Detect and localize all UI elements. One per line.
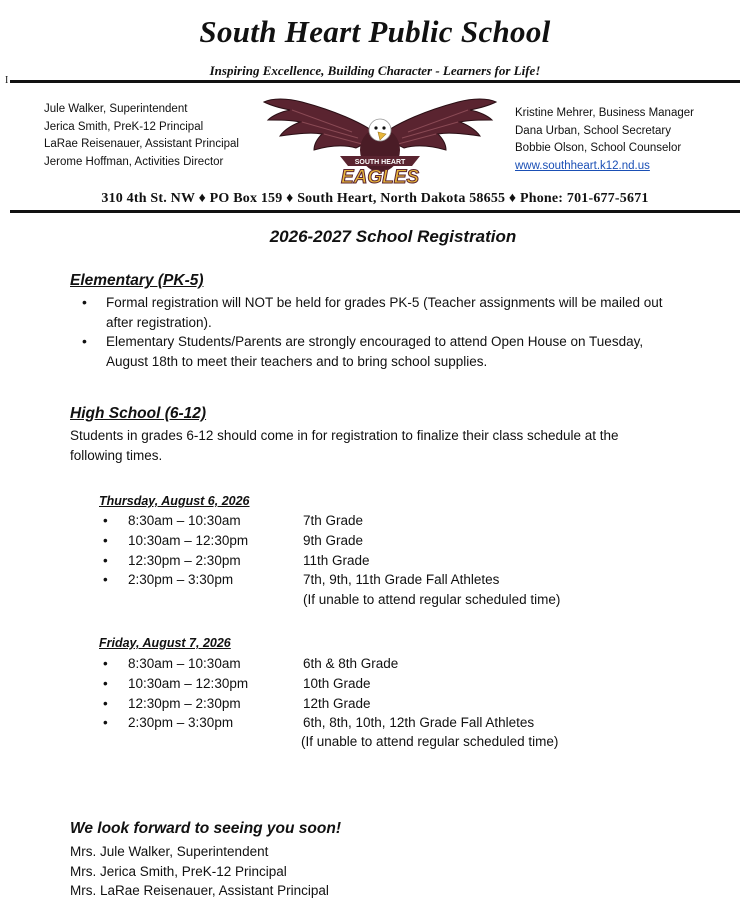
schedule-note: (If unable to attend regular scheduled time): [303, 592, 561, 607]
day-heading-thursday: Thursday, August 6, 2026: [99, 494, 250, 508]
school-name: South Heart Public School: [199, 14, 551, 49]
slot-time: 10:30am – 12:30pm: [128, 532, 249, 548]
schedule-row: • 2:30pm – 3:30pm 7th, 9th, 11th Grade Fall Athletes: [103, 570, 663, 590]
staff-entry: Bobbie Olson, School Counselor: [515, 142, 682, 154]
elementary-heading: Elementary (PK-5): [70, 272, 204, 289]
list-item: • Formal registration will NOT be held for grades PK-5 (Teacher assignments will be mailed out after registration).: [72, 293, 682, 332]
slot-grades: 6th & 8th Grade: [303, 656, 399, 671]
website-link[interactable]: www.southheart.k12.nd.us: [515, 159, 650, 172]
staff-list-left: [44, 101, 239, 171]
elementary-bullets: [72, 293, 682, 371]
signature-line: Mrs. Jerica Smith, PreK-12 Principal: [70, 863, 287, 879]
slot-time: 8:30am – 10:30am: [128, 513, 241, 528]
school-tagline: Inspiring Excellence, Building Character - Learners for Life!: [209, 63, 541, 78]
thursday-schedule: [103, 511, 663, 590]
schedule-row: • 8:30am – 10:30am 6th & 8th Grade: [103, 654, 663, 674]
day-heading-friday: Friday, August 7, 2026: [99, 636, 231, 650]
header-top-rule: [10, 80, 740, 83]
logo-text-main: EAGLES: [340, 167, 420, 188]
schedule-row: • 12:30pm – 2:30pm 12th Grade: [103, 694, 663, 714]
staff-entry: Dana Urban, School Secretary: [515, 124, 671, 137]
slot-grades: 7th, 9th, 11th Grade Fall Athletes: [303, 572, 500, 588]
slot-grades: 10th Grade: [303, 675, 371, 691]
eagles-logo: [262, 92, 498, 188]
staff-entry: Jerica Smith, PreK-12 Principal: [44, 120, 204, 133]
slot-time: 2:30pm – 3:30pm: [128, 715, 234, 731]
schedule-row: • 12:30pm – 2:30pm 11th Grade: [103, 551, 663, 571]
slot-grades: 6th, 8th, 10th, 12th Grade Fall Athletes: [303, 715, 535, 731]
schedule-row: • 2:30pm – 3:30pm 6th, 8th, 10th, 12th Grade Fall Athletes: [103, 713, 663, 733]
slot-time: 10:30am – 12:30pm: [128, 675, 249, 691]
high-school-intro: Students in grades 6-12 should come in for registration to finalize their class schedule at the following times.: [70, 428, 619, 463]
slot-grades: 11th Grade: [303, 552, 370, 568]
staff-entry: Jerome Hoffman, Activities Director: [44, 155, 224, 168]
schedule-note: (If unable to attend regular scheduled time): [301, 734, 559, 749]
high-school-heading: High School (6-12): [70, 405, 207, 422]
schedule-row: • 10:30am – 12:30pm 10th Grade: [103, 674, 663, 694]
list-item: • Elementary Students/Parents are strongly encouraged to attend Open House on Tuesday, August 18th to meet their teachers and to bring school supplies.: [72, 332, 682, 371]
slot-time: 2:30pm – 3:30pm: [128, 572, 234, 588]
schedule-row: • 8:30am – 10:30am 7th Grade: [103, 511, 663, 531]
slot-grades: 9th Grade: [303, 532, 364, 548]
school-address: 310 4th St. NW ♦ PO Box 159 ♦ South Heart, North Dakota 58655 ♦ Phone: 701-677-5671: [101, 191, 649, 206]
document-title: 2026-2027 School Registration: [269, 227, 517, 246]
header-bottom-rule: [10, 210, 740, 213]
staff-entry: Jule Walker, Superintendent: [44, 103, 188, 115]
logo-text-top: SOUTH HEART: [354, 159, 406, 166]
friday-schedule: [103, 654, 663, 733]
slot-time: 12:30pm – 2:30pm: [128, 695, 241, 711]
schedule-row: • 10:30am – 12:30pm 9th Grade: [103, 531, 663, 551]
signature-block: [70, 842, 329, 901]
slot-time: 12:30pm – 2:30pm: [128, 552, 241, 568]
stray-mark: I: [5, 75, 9, 86]
slot-time: 8:30am – 10:30am: [128, 656, 241, 671]
staff-entry: Kristine Mehrer, Business Manager: [515, 107, 694, 119]
staff-entry: LaRae Reisenauer, Assistant Principal: [44, 138, 239, 150]
signature-line: Mrs. LaRae Reisenauer, Assistant Principal: [70, 883, 329, 898]
signature-line: Mrs. Jule Walker, Superintendent: [70, 844, 269, 859]
closing-line: We look forward to seeing you soon!: [70, 820, 341, 837]
slot-grades: 7th Grade: [303, 513, 364, 528]
staff-list-right: [515, 105, 694, 175]
slot-grades: 12th Grade: [303, 695, 371, 711]
